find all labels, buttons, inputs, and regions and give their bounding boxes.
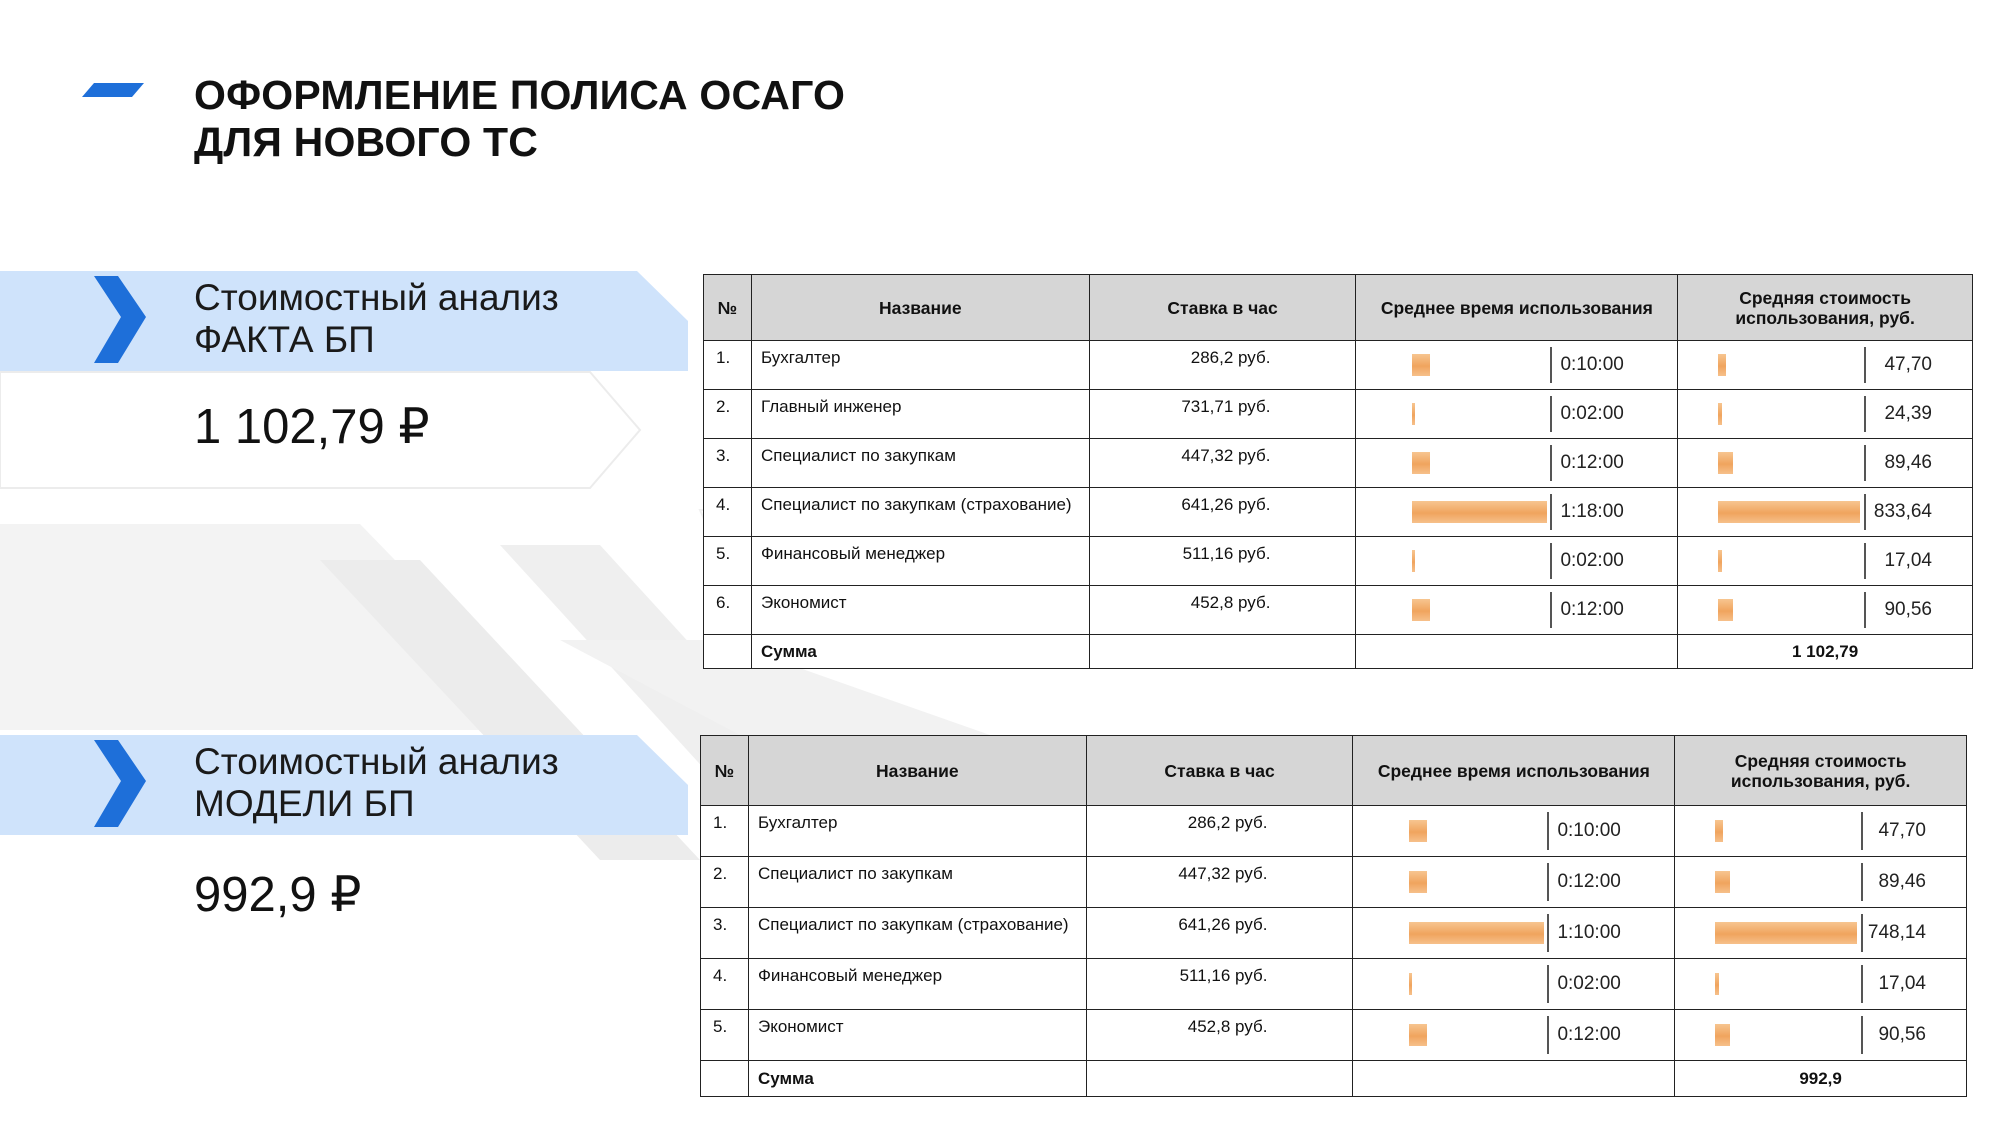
row-cost-cell [1678, 341, 1973, 390]
fact-total-value: 1 102,79 ₽ [194, 400, 430, 454]
row-rate: 641,26 руб. [1089, 488, 1356, 537]
time-bar [1412, 452, 1430, 474]
table-row [704, 439, 1973, 488]
cost-value: 90,56 [1878, 1024, 1926, 1045]
cost-table-fact [703, 274, 1973, 669]
cost-value: 17,04 [1884, 550, 1932, 571]
cell-divider [1864, 445, 1866, 481]
cell-divider [1547, 863, 1549, 901]
time-value: 0:12:00 [1557, 871, 1621, 892]
row-name: Специалист по закупкам (страхование) [751, 488, 1089, 537]
cell-divider [1547, 914, 1549, 952]
row-time-cell [1353, 806, 1675, 857]
row-rate: 731,71 руб. [1089, 390, 1356, 439]
row-name: Специалист по закупкам [751, 439, 1089, 488]
time-bar [1412, 550, 1415, 572]
col-header-cost: Средняя стоимость использования, руб. [1675, 736, 1967, 806]
row-time-cell [1356, 488, 1678, 537]
col-header-rate: Ставка в час [1089, 275, 1356, 341]
row-num: 6. [704, 586, 752, 635]
row-cost-cell [1675, 857, 1967, 908]
cost-value: 47,70 [1878, 820, 1926, 841]
time-bar [1412, 354, 1430, 376]
row-time-cell [1353, 908, 1675, 959]
row-num: 5. [701, 1010, 749, 1061]
cell-divider [1864, 396, 1866, 432]
time-value: 0:02:00 [1557, 973, 1621, 994]
row-rate: 511,16 руб. [1089, 537, 1356, 586]
cell-divider [1861, 1016, 1863, 1054]
section-heading-line-1: Стоимостный анализ [194, 277, 559, 318]
row-num: 2. [704, 390, 752, 439]
time-value: 0:10:00 [1560, 354, 1624, 375]
row-num: 5. [704, 537, 752, 586]
col-header-time: Среднее время использования [1356, 275, 1678, 341]
row-cost-cell [1675, 959, 1967, 1010]
cell-divider [1861, 914, 1863, 952]
title-line-1: ОФОРМЛЕНИЕ ПОЛИСА ОСАГО [194, 72, 846, 118]
row-cost-cell [1678, 488, 1973, 537]
col-header-name: Название [751, 275, 1089, 341]
time-value: 1:10:00 [1557, 922, 1621, 943]
page-title [194, 72, 845, 166]
time-bar [1412, 403, 1415, 425]
section-heading-line-2: МОДЕЛИ БП [194, 783, 415, 824]
row-rate: 447,32 руб. [1086, 857, 1353, 908]
cell-divider [1547, 965, 1549, 1003]
cost-value: 47,70 [1884, 354, 1932, 375]
table-row [704, 390, 1973, 439]
table-row [701, 806, 1967, 857]
cell-divider [1550, 396, 1552, 432]
section-heading-line-1: Стоимостный анализ [194, 741, 559, 782]
cost-bar [1718, 452, 1733, 474]
col-header-rate: Ставка в час [1086, 736, 1353, 806]
row-rate: 452,8 руб. [1086, 1010, 1353, 1061]
row-name: Специалист по закупкам [748, 857, 1086, 908]
row-time-cell [1353, 1010, 1675, 1061]
section-heading-line-2: ФАКТА БП [194, 319, 375, 360]
cost-bar [1715, 871, 1730, 893]
row-num: 4. [701, 959, 749, 1010]
row-time-cell [1356, 586, 1678, 635]
section-heading-model [194, 741, 559, 825]
time-bar [1409, 922, 1544, 944]
cell-divider [1864, 347, 1866, 383]
row-name: Специалист по закупкам (страхование) [748, 908, 1086, 959]
table-header-row [701, 736, 1967, 806]
row-time-cell [1356, 341, 1678, 390]
row-rate: 286,2 руб. [1089, 341, 1356, 390]
row-name: Бухгалтер [751, 341, 1089, 390]
row-name: Главный инженер [751, 390, 1089, 439]
col-header-num: № [704, 275, 752, 341]
time-bar [1412, 599, 1430, 621]
cell-divider [1550, 445, 1552, 481]
table-row [701, 857, 1967, 908]
table-sum-row [704, 635, 1973, 669]
row-num: 1. [701, 806, 749, 857]
cost-value: 17,04 [1878, 973, 1926, 994]
table-row [704, 488, 1973, 537]
row-num: 2. [701, 857, 749, 908]
cost-value: 748,14 [1867, 922, 1926, 943]
table-row [701, 959, 1967, 1010]
sum-label: Сумма [748, 1061, 1086, 1097]
table-row [704, 537, 1973, 586]
time-value: 0:12:00 [1560, 599, 1624, 620]
row-cost-cell [1678, 390, 1973, 439]
cost-value: 89,46 [1878, 871, 1926, 892]
cost-bar [1715, 820, 1723, 842]
table-row [704, 586, 1973, 635]
table-row [701, 1010, 1967, 1061]
row-name: Экономист [751, 586, 1089, 635]
cost-bar [1718, 403, 1722, 425]
section-heading-fact [194, 277, 559, 361]
row-cost-cell [1675, 806, 1967, 857]
cell-divider [1550, 543, 1552, 579]
time-value: 0:10:00 [1557, 820, 1621, 841]
cell-divider [1864, 494, 1866, 530]
cell-divider [1861, 965, 1863, 1003]
row-cost-cell [1675, 908, 1967, 959]
cell-divider [1861, 812, 1863, 850]
row-name: Финансовый менеджер [748, 959, 1086, 1010]
row-rate: 641,26 руб. [1086, 908, 1353, 959]
row-cost-cell [1675, 1010, 1967, 1061]
time-value: 0:02:00 [1560, 550, 1624, 571]
cell-divider [1550, 347, 1552, 383]
table-header-row [704, 275, 1973, 341]
cell-divider [1861, 863, 1863, 901]
section-banner-model [0, 735, 690, 835]
table-row [701, 908, 1967, 959]
row-num: 1. [704, 341, 752, 390]
col-header-cost: Средняя стоимость использования, руб. [1678, 275, 1973, 341]
row-time-cell [1353, 959, 1675, 1010]
row-name: Экономист [748, 1010, 1086, 1061]
title-line-2: ДЛЯ НОВОГО ТС [194, 119, 539, 165]
cell-divider [1550, 494, 1552, 530]
cell-divider [1547, 812, 1549, 850]
cost-bar [1715, 922, 1857, 944]
section-banner-fact [0, 271, 690, 371]
row-rate: 452,8 руб. [1089, 586, 1356, 635]
time-bar [1409, 1024, 1427, 1046]
col-header-name: Название [748, 736, 1086, 806]
cost-table-model [700, 735, 1967, 1097]
row-cost-cell [1678, 439, 1973, 488]
sum-value: 992,9 [1675, 1061, 1967, 1097]
model-total-value: 992,9 ₽ [194, 868, 362, 922]
table-sum-row [701, 1061, 1967, 1097]
time-bar [1412, 501, 1547, 523]
row-time-cell [1353, 857, 1675, 908]
col-header-time: Среднее время использования [1353, 736, 1675, 806]
cell-divider [1864, 543, 1866, 579]
title-accent-icon [82, 83, 144, 97]
time-bar [1409, 871, 1427, 893]
row-cost-cell [1678, 537, 1973, 586]
row-time-cell [1356, 439, 1678, 488]
cost-bar [1718, 354, 1726, 376]
table-row [704, 341, 1973, 390]
cost-bar [1715, 973, 1719, 995]
time-bar [1409, 820, 1427, 842]
col-header-num: № [701, 736, 749, 806]
time-value: 1:18:00 [1560, 501, 1624, 522]
row-time-cell [1356, 537, 1678, 586]
row-name: Финансовый менеджер [751, 537, 1089, 586]
row-num: 4. [704, 488, 752, 537]
cost-value: 24,39 [1884, 403, 1932, 424]
time-value: 0:12:00 [1560, 452, 1624, 473]
cell-divider [1547, 1016, 1549, 1054]
sum-value: 1 102,79 [1678, 635, 1973, 669]
cost-bar [1718, 599, 1733, 621]
time-value: 0:02:00 [1560, 403, 1624, 424]
cost-bar [1718, 550, 1722, 572]
cell-divider [1550, 592, 1552, 628]
row-num: 3. [701, 908, 749, 959]
row-rate: 286,2 руб. [1086, 806, 1353, 857]
row-rate: 511,16 руб. [1086, 959, 1353, 1010]
time-bar [1409, 973, 1412, 995]
sum-label: Сумма [751, 635, 1089, 669]
cost-value: 833,64 [1873, 501, 1932, 522]
row-rate: 447,32 руб. [1089, 439, 1356, 488]
row-name: Бухгалтер [748, 806, 1086, 857]
row-cost-cell [1678, 586, 1973, 635]
cost-value: 90,56 [1884, 599, 1932, 620]
time-value: 0:12:00 [1557, 1024, 1621, 1045]
row-time-cell [1356, 390, 1678, 439]
cost-value: 89,46 [1884, 452, 1932, 473]
cost-bar [1715, 1024, 1730, 1046]
row-num: 3. [704, 439, 752, 488]
cell-divider [1864, 592, 1866, 628]
cost-bar [1718, 501, 1860, 523]
